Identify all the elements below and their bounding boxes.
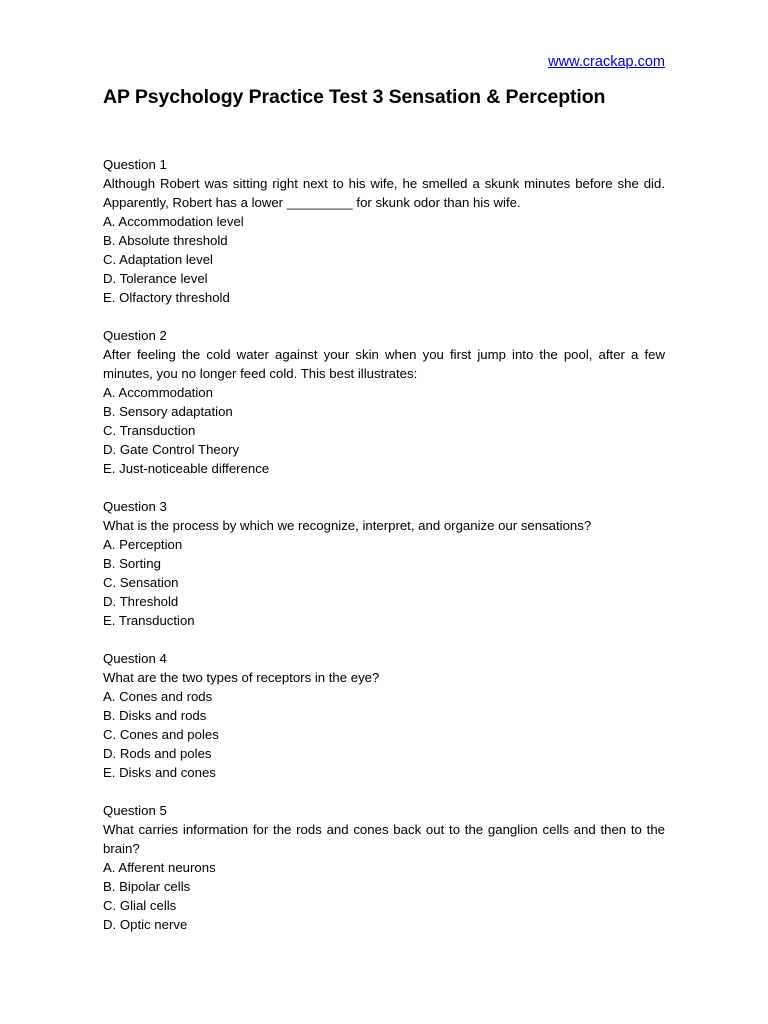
answer-option: B. Sensory adaptation xyxy=(103,404,233,419)
question-label: Question 2 xyxy=(103,328,167,343)
question-1 xyxy=(103,155,665,307)
answer-option: D. Rods and poles xyxy=(103,746,212,761)
answer-option: E. Transduction xyxy=(103,613,195,628)
answer-option: B. Disks and rods xyxy=(103,708,207,723)
question-label: Question 3 xyxy=(103,499,167,514)
question-4 xyxy=(103,649,665,782)
answer-option: D. Optic nerve xyxy=(103,917,188,932)
question-stem: What are the two types of receptors in the eye? xyxy=(103,670,380,685)
answer-option: A. Cones and rods xyxy=(103,689,213,704)
answer-option: D. Gate Control Theory xyxy=(103,442,240,457)
answer-option: B. Absolute threshold xyxy=(103,233,228,248)
answer-option: C. Transduction xyxy=(103,423,196,438)
answer-option: D. Threshold xyxy=(103,594,179,609)
question-label: Question 1 xyxy=(103,157,167,172)
answer-option: C. Sensation xyxy=(103,575,179,590)
answer-option: A. Accommodation xyxy=(103,385,213,400)
question-2 xyxy=(103,326,665,478)
answer-option: C. Glial cells xyxy=(103,898,177,913)
question-stem: What is the process by which we recognize, interpret, and organize our sensations? xyxy=(103,518,592,533)
answer-option: B. Sorting xyxy=(103,556,161,571)
answer-option: E. Just-noticeable difference xyxy=(103,461,270,476)
answer-option: E. Olfactory threshold xyxy=(103,290,230,305)
question-stem: After feeling the cold water against your skin when you first jump into the pool, after a few minutes, you no longer feed cold. This best illustrates: xyxy=(103,347,665,381)
answer-option: C. Adaptation level xyxy=(103,252,213,267)
question-list xyxy=(103,155,665,953)
answer-option: A. Perception xyxy=(103,537,183,552)
answer-option: B. Bipolar cells xyxy=(103,879,191,894)
question-label: Question 5 xyxy=(103,803,167,818)
question-5 xyxy=(103,801,665,934)
document-title: AP Psychology Practice Test 3 Sensation & Perception xyxy=(103,86,606,108)
answer-option: C. Cones and poles xyxy=(103,727,219,742)
answer-option: E. Disks and cones xyxy=(103,765,216,780)
question-stem: What carries information for the rods and cones back out to the ganglion cells and then to the brain? xyxy=(103,822,665,856)
question-3 xyxy=(103,497,665,630)
question-stem: Although Robert was sitting right next to his wife, he smelled a skunk minutes before she did. Apparently, Robert has a lower _________ for skunk odor than his wife. xyxy=(103,176,665,210)
answer-option: D. Tolerance level xyxy=(103,271,208,286)
answer-option: A. Accommodation level xyxy=(103,214,244,229)
site-link[interactable]: www.crackap.com xyxy=(548,54,665,70)
answer-option: A. Afferent neurons xyxy=(103,860,216,875)
question-label: Question 4 xyxy=(103,651,167,666)
